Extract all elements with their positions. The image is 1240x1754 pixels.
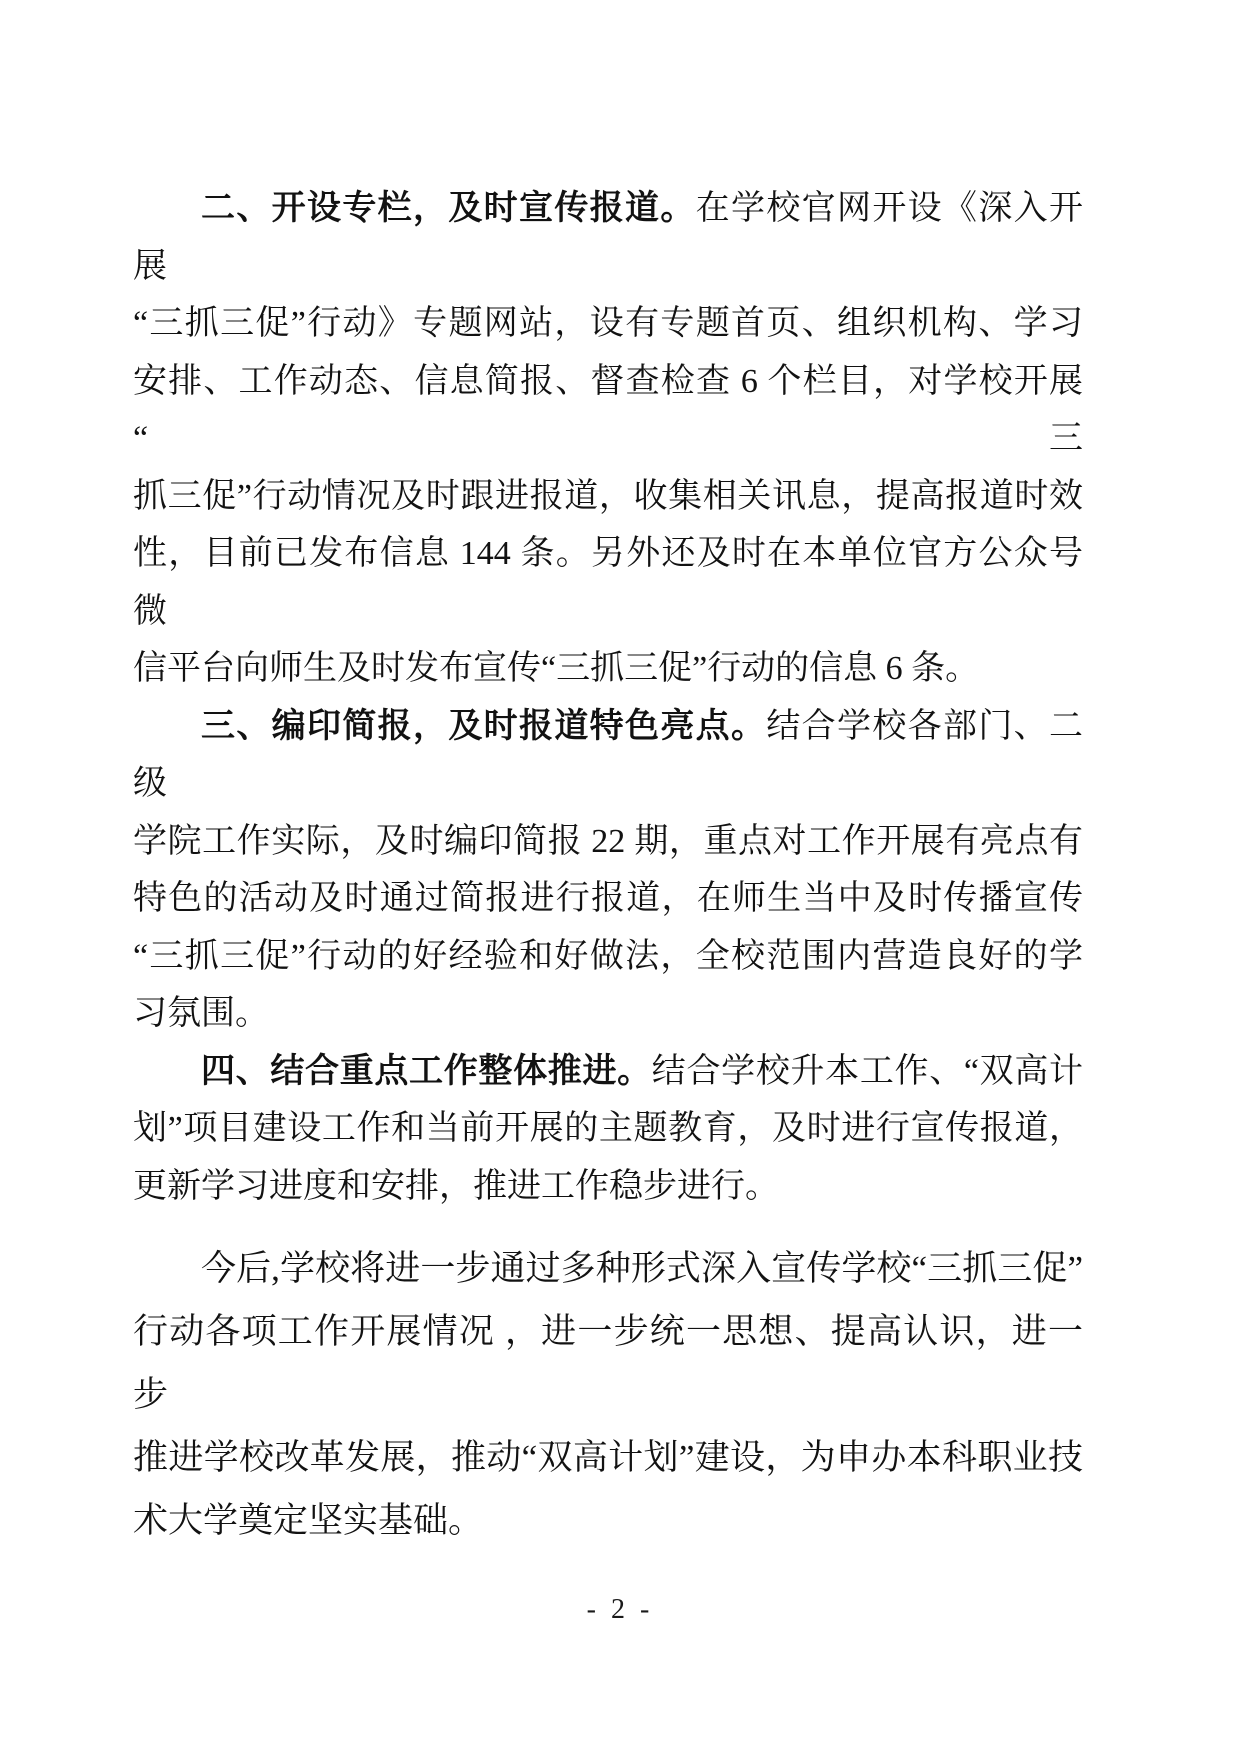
- section-heading: 四、结合重点工作整体推进。: [201, 1052, 652, 1090]
- section-heading-rest: 结合学校各部门、二级: [133, 707, 1084, 802]
- text-line: 术大学奠定坚实基础。: [133, 1501, 484, 1540]
- text-line: “三抓三促”行动的好经验和好做法，全校范围内营造良好的学: [133, 937, 1083, 975]
- text-line: 推进学校改革发展，推动“双高计划”建设，为申办本科职业技: [133, 1438, 1083, 1477]
- page-number: - 2 -: [586, 1594, 654, 1625]
- section-heading-line: [133, 1043, 1083, 1101]
- text-line: 特色的活动及时通过简报进行报道，在师生当中及时传播宣传: [133, 880, 1083, 917]
- text-line: “三抓三促”行动》专题网站，设有专题首页、组织机构、学习: [133, 305, 1083, 342]
- text-line: 信平台向师生及时发布宣传“三抓三促”行动的信息 6 条。: [133, 650, 980, 687]
- text-line: 性，目前已发布信息 144 条。另外还及时在本单位官方公众号微: [133, 535, 1083, 630]
- section-heading: 三、编印简报，及时报道特色亮点。: [201, 707, 767, 745]
- text-line: 学院工作实际，及时编印简报 22 期，重点对工作开展有亮点有: [133, 822, 1083, 860]
- section-heading-line: [133, 698, 1083, 813]
- section-heading-rest: 在学校官网开设《深入开展: [133, 190, 1084, 285]
- closing-paragraph: [133, 1237, 1083, 1552]
- text-line: 今后,学校将进一步通过多种形式深入宣传学校“三抓三促”: [201, 1249, 1083, 1288]
- text-line: 安排、工作动态、信息简报、督查检查 6 个栏目，对学校开展“三: [133, 362, 1083, 457]
- section-heading-line: [133, 180, 1083, 295]
- text-line: 更新学习进度和安排，推进工作稳步进行。: [133, 1167, 779, 1205]
- text-line: 行动各项工作开展情况 ，进一步统一思想、提高认识，进一步: [133, 1312, 1083, 1414]
- text-line: 抓三促”行动情况及时跟进报道，收集相关讯息，提高报道时效: [133, 477, 1083, 515]
- text-line: 习氛围。: [133, 995, 269, 1032]
- section-heading-rest: 结合学校升本工作、“双高计: [651, 1052, 1084, 1090]
- text-line: 划”项目建设工作和当前开展的主题教育，及时进行宣传报道，: [133, 1110, 1083, 1147]
- section-heading: 二、开设专栏，及时宣传报道。: [201, 190, 696, 227]
- document-body: [133, 180, 1083, 1552]
